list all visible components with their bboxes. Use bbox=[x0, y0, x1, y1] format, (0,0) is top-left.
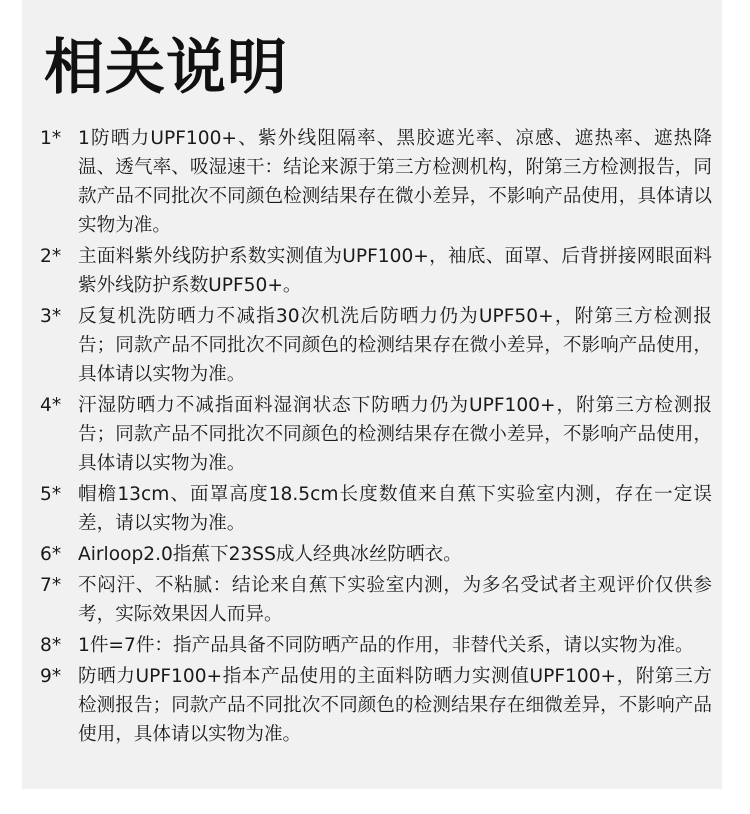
note-number: 4* bbox=[40, 395, 62, 416]
page-title: 相关说明 bbox=[44, 33, 288, 103]
note-number: 9* bbox=[40, 666, 62, 687]
note-item bbox=[40, 124, 712, 240]
note-text: 1件=7件：指产品具备不同防晒产品的作用，非替代关系，请以实物为准。 bbox=[78, 635, 694, 656]
note-number: 1* bbox=[40, 128, 62, 149]
note-number: 3* bbox=[40, 306, 62, 327]
notes-panel bbox=[22, 0, 722, 789]
note-item bbox=[40, 480, 712, 538]
note-text: Airloop2.0指蕉下23SS成人经典冰丝防晒衣。 bbox=[78, 544, 462, 565]
note-number: 6* bbox=[40, 544, 62, 565]
note-item bbox=[40, 242, 712, 300]
note-text: 帽檐13cm、面罩高度18.5cm长度数值来自蕉下实验室内测，存在一定误差，请以实物为准。 bbox=[78, 484, 712, 534]
note-number: 8* bbox=[40, 635, 62, 656]
note-number: 7* bbox=[40, 575, 62, 596]
note-item bbox=[40, 540, 712, 569]
note-number: 2* bbox=[40, 246, 62, 267]
note-item bbox=[40, 391, 712, 478]
note-text: 防晒力UPF100+指本产品使用的主面料防晒力实测值UPF100+，附第三方检测报告；同款产品不同批次不同颜色的检测结果存在细微差异，不影响产品使用，具体请以实物为准。 bbox=[78, 666, 712, 745]
note-text: 1防晒力UPF100+、紫外线阻隔率、黑胶遮光率、凉感、遮热率、遮热降温、透气率、吸湿速干：结论来源于第三方检测机构，附第三方检测报告，同款产品不同批次不同颜色检测结果存在微小差异，不影响产品使用，具体请以实物为准。 bbox=[78, 128, 712, 236]
note-item bbox=[40, 302, 712, 389]
note-item bbox=[40, 631, 712, 660]
note-text: 汗湿防晒力不减指面料湿润状态下防晒力仍为UPF100+，附第三方检测报告；同款产品不同批次不同颜色的检测结果存在微小差异，不影响产品使用，具体请以实物为准。 bbox=[78, 395, 712, 474]
notes-list bbox=[40, 124, 712, 751]
note-text: 主面料紫外线防护系数实测值为UPF100+，袖底、面罩、后背拼接网眼面料紫外线防护系数UPF50+。 bbox=[78, 246, 712, 296]
note-number: 5* bbox=[40, 484, 62, 505]
note-item bbox=[40, 662, 712, 749]
note-text: 不闷汗、不粘腻：结论来自蕉下实验室内测，为多名受试者主观评价仅供参考，实际效果因人而异。 bbox=[78, 575, 712, 625]
note-item bbox=[40, 571, 712, 629]
note-text: 反复机洗防晒力不减指30次机洗后防晒力仍为UPF50+，附第三方检测报告；同款产品不同批次不同颜色的检测结果存在微小差异，不影响产品使用，具体请以实物为准。 bbox=[78, 306, 712, 385]
